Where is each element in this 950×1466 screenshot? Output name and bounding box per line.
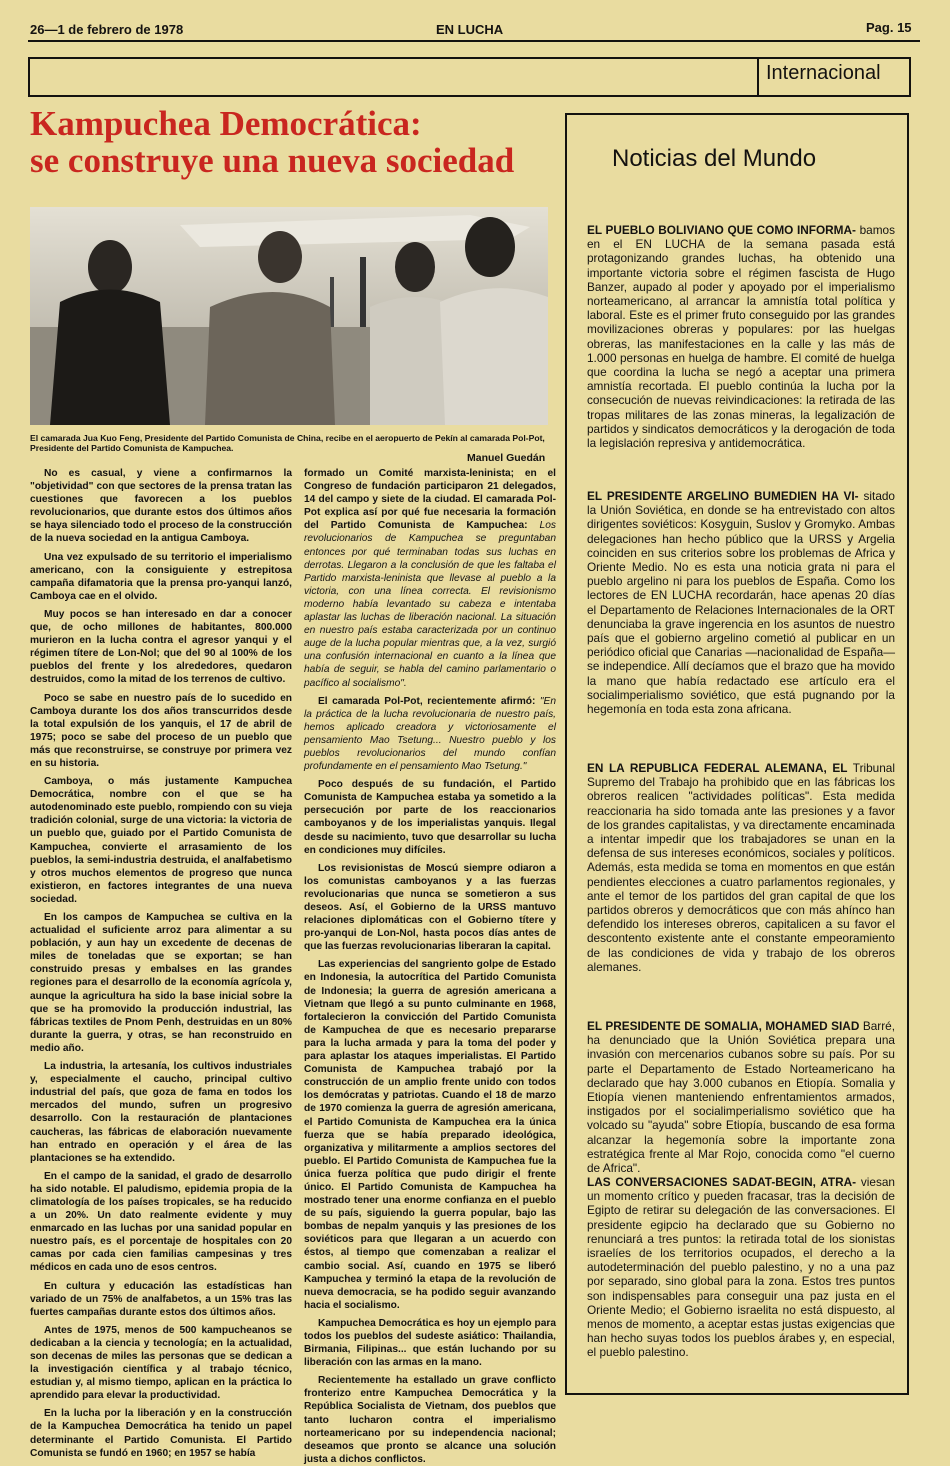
pol-pot-quote: "En la práctica de la lucha revolucionaria de nuestro país, hemos aplicado creadora y victoriosamente el pensamiento Mao Tsetung... Nuestro pueblo y los pueblos revolucionarios del mundo confían profundamente en el pensamiento Mao Tsetung."	[304, 695, 556, 773]
article-paragraph: En los campos de Kampuchea se cultiva en la actualidad el suficiente arroz para alimentar a su población, y aun hay un excedente de decenas de miles de toneladas que se exportan; se han construido presas y embalses en las grandes regiones para el desarrollo de la economía agrícola y, aunque la agricultura ha sido la base inicial sobre la que se ha promovido la producción industrial, las fábricas textiles de Pnom Penh, destruidas en un 80% durante la guerra, y otras, se han reconstruido en medio año.	[30, 912, 292, 1054]
news-item	[587, 1019, 895, 1175]
photo-illustration	[30, 207, 548, 425]
article-byline: Manuel Guedán	[467, 452, 546, 464]
publication-name: EN LUCHA	[436, 22, 504, 37]
article-paragraph	[304, 695, 556, 774]
news-item-body: Tribunal Supremo del Trabajo ha prohibido que en las fábricas los obreros realicen "actividades políticas". Esta medida reaccionaria ha sido tomada ante las presiones y a favor de los grandes capitalistas, y va directamente encaminada a intentar impedir que los trabajadores se unan en la defensa de sus intereses económicos, sociales y políticos. Además, esta medida se toma en momentos en que están pendientes elecciones a cuatro parlamentos regionales, y ante el temor de los partidos del gran capital de que los partidos obreros y democráticos que con más ahínco han defendido los intereses obreros, capitalicen a su favor el descontento existente ante el constante empeoramiento de las condiciones de vida y trabajo de los obreros alemanes.	[587, 761, 895, 974]
article-photo	[30, 207, 548, 425]
article-paragraph: Poco se sabe en nuestro país de lo sucedido en Camboya durante los dos años transcurridos desde la total expulsión de los yanquis, el 17 de abril de 1975; poco se sabe del proceso de un pueblo que más que reconstruirse, se construye por primera vez en su historia.	[30, 692, 292, 769]
news-item-lead: EL PUEBLO BOLIVIANO QUE COMO INFORMA-	[587, 223, 856, 237]
page-number: Pag. 15	[866, 20, 912, 35]
article-title-line-1: Kampuchea Democrática:	[30, 104, 422, 143]
photo-caption: El camarada Jua Kuo Feng, Presidente del Partido Comunista de China, recibe en el aeropuerto de Pekín al camarada Pol-Pot, Presidente del Partido Comunista de Kampuchea.	[30, 433, 545, 453]
news-item-lead: LAS CONVERSACIONES SADAT-BEGIN, ATRA-	[587, 1175, 857, 1189]
article-paragraph: Camboya, o más justamente Kampuchea Democrática, nombre con el que se ha autodenominado este pueblo, rompiendo con su vieja tradición colonial, surge de una victoria: la victoria de un pueblo que, guiado por el Partido Comunista de Kampuchea, convierte el arrasamiento de los pueblos, la semi-industria destruida, el analfabetismo y otros muchos elementos de progreso que nunca existieron, en factores integrantes de una nueva sociedad.	[30, 776, 292, 905]
news-box	[565, 113, 909, 1395]
news-item-lead: EN LA REPUBLICA FEDERAL ALEMANA, EL	[587, 761, 848, 775]
news-item-body: bamos en el EN LUCHA de la semana pasada está protagonizando grandes luchas, ha obtenido una importante victoria sobre el régimen fascista de Hugo Banzer, aupado al poder y apoyado por el imperialismo norteamericano, al arrancar la amnistía total política y laboral. Este es el primer fruto conseguido por las grandes movilizaciones obreras y populares: por las huelgas obreras, las manifestaciones en la calle y las más de 1.000 personas en huelga de hambre. El comité de huelga que coordina la lucha se negó a aceptar una primera amnistía recortada. El pueblo continúa la lucha por la consecución de nuevas reivindicaciones: la retirada de las tropas militares de las zonas mineras, la legalización de partidos y sindicatos democráticos y la derogación de toda la legislación represiva y antidemocrática.	[587, 223, 896, 451]
news-title: Noticias del Mundo	[612, 145, 817, 172]
page-date: 26—1 de febrero de 1978	[30, 22, 184, 37]
news-item	[587, 1175, 895, 1360]
article-paragraph: La industria, la artesanía, los cultivos industriales y, especialmente el caucho, principal cultivo industrial del país, que goza de fama en todos los mercados del mundo, sufren un progresivo desarrollo. Con la restauración de plantaciones caucheras, las fábricas de elaboración nuevamente han entrado en operación y el área de las plantaciones se ha extendido.	[30, 1061, 292, 1164]
article-paragraph: Las experiencias del sangriento golpe de Estado en Indonesia, la autocrítica del Partido Comunista de Indonesia; la guerra de agresión americana a Vietnam que llegó a su punto culminante en 1968, fortalecieron la convicción del Partido Comunista de Kampuchea de que es necesario prepararse para la lucha armada y para la toma del poder y para aplastar los ataques imperialistas. El Partido Comunista de Kampuchea trabajó por la construcción de un amplio frente unido con todos los demócratas y patriotas. Cuando el 18 de marzo de 1970 comienza la guerra de agresión americana, el Partido Comunista de Kampuchea era la única fuerza que se había preparado ideológica, organizativa y militarmente a amplios sectores del pueblo. El Partido Comunista de Kampuchea fue la única fuerza política que pudo dirigir el frente único. El Partido Comunista de Kampuchea ha mostrado tener una enorme confianza en el pueblo de su país, siguiendo la guerra popular, bajo las bombas de nepalm yanquis y las presiones de los soviéticos para que llegaran a un acuerdo con éstos, al tiempo que comenzaban a realizar el cambio social. Así, cuando en 1975 se liberó Kampuchea y terminó la etapa de la revolución de nueva democracia, se ha podido seguir avanzando hacia el socialismo.	[304, 959, 556, 1311]
article-paragraph: Muy pocos se han interesado en dar a conocer que, de ocho millones de habitantes, 800.000 murieron en la lucha contra el agresor yanqui y el régimen títere de Lon-Nol; que del 90 al 100% de los pueblos del frente y los alrededores, quedaron destruidos, como la mitad de los terrenos de cultivo.	[30, 608, 292, 686]
article-paragraph: En el campo de la sanidad, el grado de desarrollo ha sido notable. El paludismo, epidemia propia de la climatología de los países tropicales, se ha reducido a un 20%. Un dato realmente evidente y muy enmarcado en las luchas por una sanidad popular en nuestro país, es el porcentaje de hospitales con 20 camas por cada cien familias campesinas y tres médicos en cada uno de esos centros.	[30, 1170, 292, 1274]
pol-pot-quote: Los revolucionarios de Kampuchea se preguntaban entonces por qué terminaban todas sus luchas en derrotas. Llegaron a la conclusión de que les faltaba el Partido marxista-leninista que llevase al pueblo a la victoria, con una línea correcta. El revisionismo moderno había levantado su cabeza e intentaba aplastar las luchas de liberación nacional. La situación en nuestro país estaba caracterizada por un continuo auge de la lucha popular mientras que, a la vez, surgió una confusión internacional en cuanto a la línea que había de seguir, se habla del camino parlamentario o pacífico al socialismo".	[304, 520, 556, 689]
article-title-line-2: se construye una nueva sociedad	[30, 141, 515, 180]
section-label: Internacional	[766, 62, 881, 84]
article-paragraph: Los revisionistas de Moscú siempre odiaron a los comunistas camboyanos y a las fuerzas revolucionarias que nunca se sometieron a sus deseos. Así, el Gobierno de la URSS mantuvo relaciones diplomáticas con el Gobierno títere y pro-yanqui de Lon-Nol, hasta pocos días antes de que las fuerzas revolucionarias liberaran la capital.	[304, 862, 556, 953]
news-item-body: sitado la Unión Soviética, en donde se ha entrevistado con altos dirigentes soviéticos: Kosyguin, Suslov y Gromyko. Ambas delegaciones han hecho público que la URSS y Argelia coinciden en sus criterios sobre los problemas de Africa y Oriente Medio. No es esta una noticia grata ni para el pueblo argelino ni para los pueblos de España. Como los lectores de EN LUCHA recordarán, hace apenas 20 días el Departamento de Relaciones Internacionales de la ORT denunciaba la grave ingerencia en los asuntos de nuestro país que el gobierno argelino cometió al publicar en un periódico oficial que Canarias —nacionalidad de España— se independice. Allí decíamos que el brazo que ha movido la mano que había redactado ese artículo era el socialimperialismo soviético, que está pugnando por la hegemonía en toda esta zona africana.	[587, 489, 895, 717]
news-item-lead: EL PRESIDENTE ARGELINO BUMEDIEN HA VI-	[587, 489, 859, 503]
article-paragraph: No es casual, y viene a confirmarnos la "objetividad" con que sectores de la prensa tratan las cuestiones que favorecen a los pueblos revolucionarios, que durante estos dos últimos años se haya silenciado todo el proceso de la construcción de la nueva sociedad en la antigua Camboya.	[30, 468, 292, 545]
article-paragraph	[304, 467, 556, 690]
article-column-1	[30, 467, 292, 1459]
news-item	[587, 223, 895, 450]
article-paragraph: En cultura y educación las estadísticas han variado de un 75% de analfabetos, a un 15% tras las fuertes campañas durante estos dos últimos años.	[30, 1280, 292, 1318]
article-paragraph: Una vez expulsado de su territorio el imperialismo americano, con la consiguiente y estrepitosa campaña difamatoria que la prensa pro-yanqui lanzó, Camboya cae en el olvido.	[30, 551, 292, 602]
article-paragraph: En la lucha por la liberación y en la construcción de la Kampuchea Democrática ha tenido un papel determinante el Partido Comunista. El Partido Comunista se fundó en 1960; en 1957 se había	[30, 1408, 292, 1459]
news-item-body: Barré, ha denunciado que la Unión Soviética prepara una invasión con mercenarios cubanos sobre su país. Por su parte el Departamento de Estado Norteamericano ha declarado que hay 3.000 cubanos en Etiopía. Somalia y Etiopía vienen manteniendo enfrentamientos armados, instigados por el socialimperialismo soviético que ha volcado su "ayuda" sobre Etiopía, buscando de esa forma alcanzar la hegemonía sobre la importante zona estratégica frente al Mar Rojo, conocida como "el cuerno de Africa".	[587, 1019, 895, 1176]
news-item-body: viesan un momento crítico y pueden fracasar, tras la decisión de Egipto de retirar su delegación de las conversaciones. El presidente egipcio ha declarado que su Gobierno no renunciará a tres puntos: la retirada total de los sionistas israelíes de los territorios ocupados, el derecho a la autodeterminación del pueblo palestino, y no a una paz por separado, sino global para la zona. Estos tres puntos son indispensables para conseguir una paz justa en el Oriente Medio; el Gobierno israelita no está dispuesto, al menos de momento, a aceptar estas justas exigencias que han hecho suyas todos los pueblos árabes y, en especial, el pueblo palestino.	[587, 1175, 895, 1360]
article-column-2	[304, 467, 556, 1465]
article-paragraph: Antes de 1975, menos de 500 kampucheanos se dedicaban a la ciencia y tecnología; en la actualidad, son decenas de miles las personas que se dedican a la investigación científica y al trabajo técnico, estudian y, al mismo tiempo, aplican en la práctica lo aprendido para elevar la productividad.	[30, 1324, 292, 1402]
article-paragraph: Recientemente ha estallado un grave conflicto fronterizo entre Kampuchea Democrática y la República Socialista de Vietnam, dos pueblos que tanto lucharon contra el imperialismo norteamericano por su independencia nacional; deseamos que pronto se alcance una solución justa a dichos conflictos.	[304, 1375, 556, 1465]
news-item-lead: EL PRESIDENTE DE SOMALIA, MOHAMED SIAD	[587, 1019, 860, 1033]
news-item	[587, 761, 895, 974]
paragraph-text: formado un Comité marxista-leninista; en el Congreso de fundación participaron 21 delegados, 14 del campo y siete de la ciudad. El camarada Pol-Pot explica así por qué fue necesaria la formación del Partido Comunista de Kampuchea:	[304, 468, 556, 532]
paragraph-text: El camarada Pol-Pot, recientemente afirmó:	[318, 695, 536, 707]
article-paragraph: Kampuchea Democrática es hoy un ejemplo para todos los pueblos del sudeste asiático: Thailandia, Birmania, Filipinas... que están luchando por su liberación con las armas en la mano.	[304, 1317, 556, 1369]
news-item	[587, 489, 895, 716]
header-rule	[28, 40, 920, 42]
article-paragraph: Poco después de su fundación, el Partido Comunista de Kampuchea estaba ya sometido a la persecución por parte de los reaccionarios camboyanos y de los imperialistas yanquis. Ilegal desde su nacimiento, tuvo que desarrollar su lucha en condiciones muy difíciles.	[304, 779, 556, 856]
